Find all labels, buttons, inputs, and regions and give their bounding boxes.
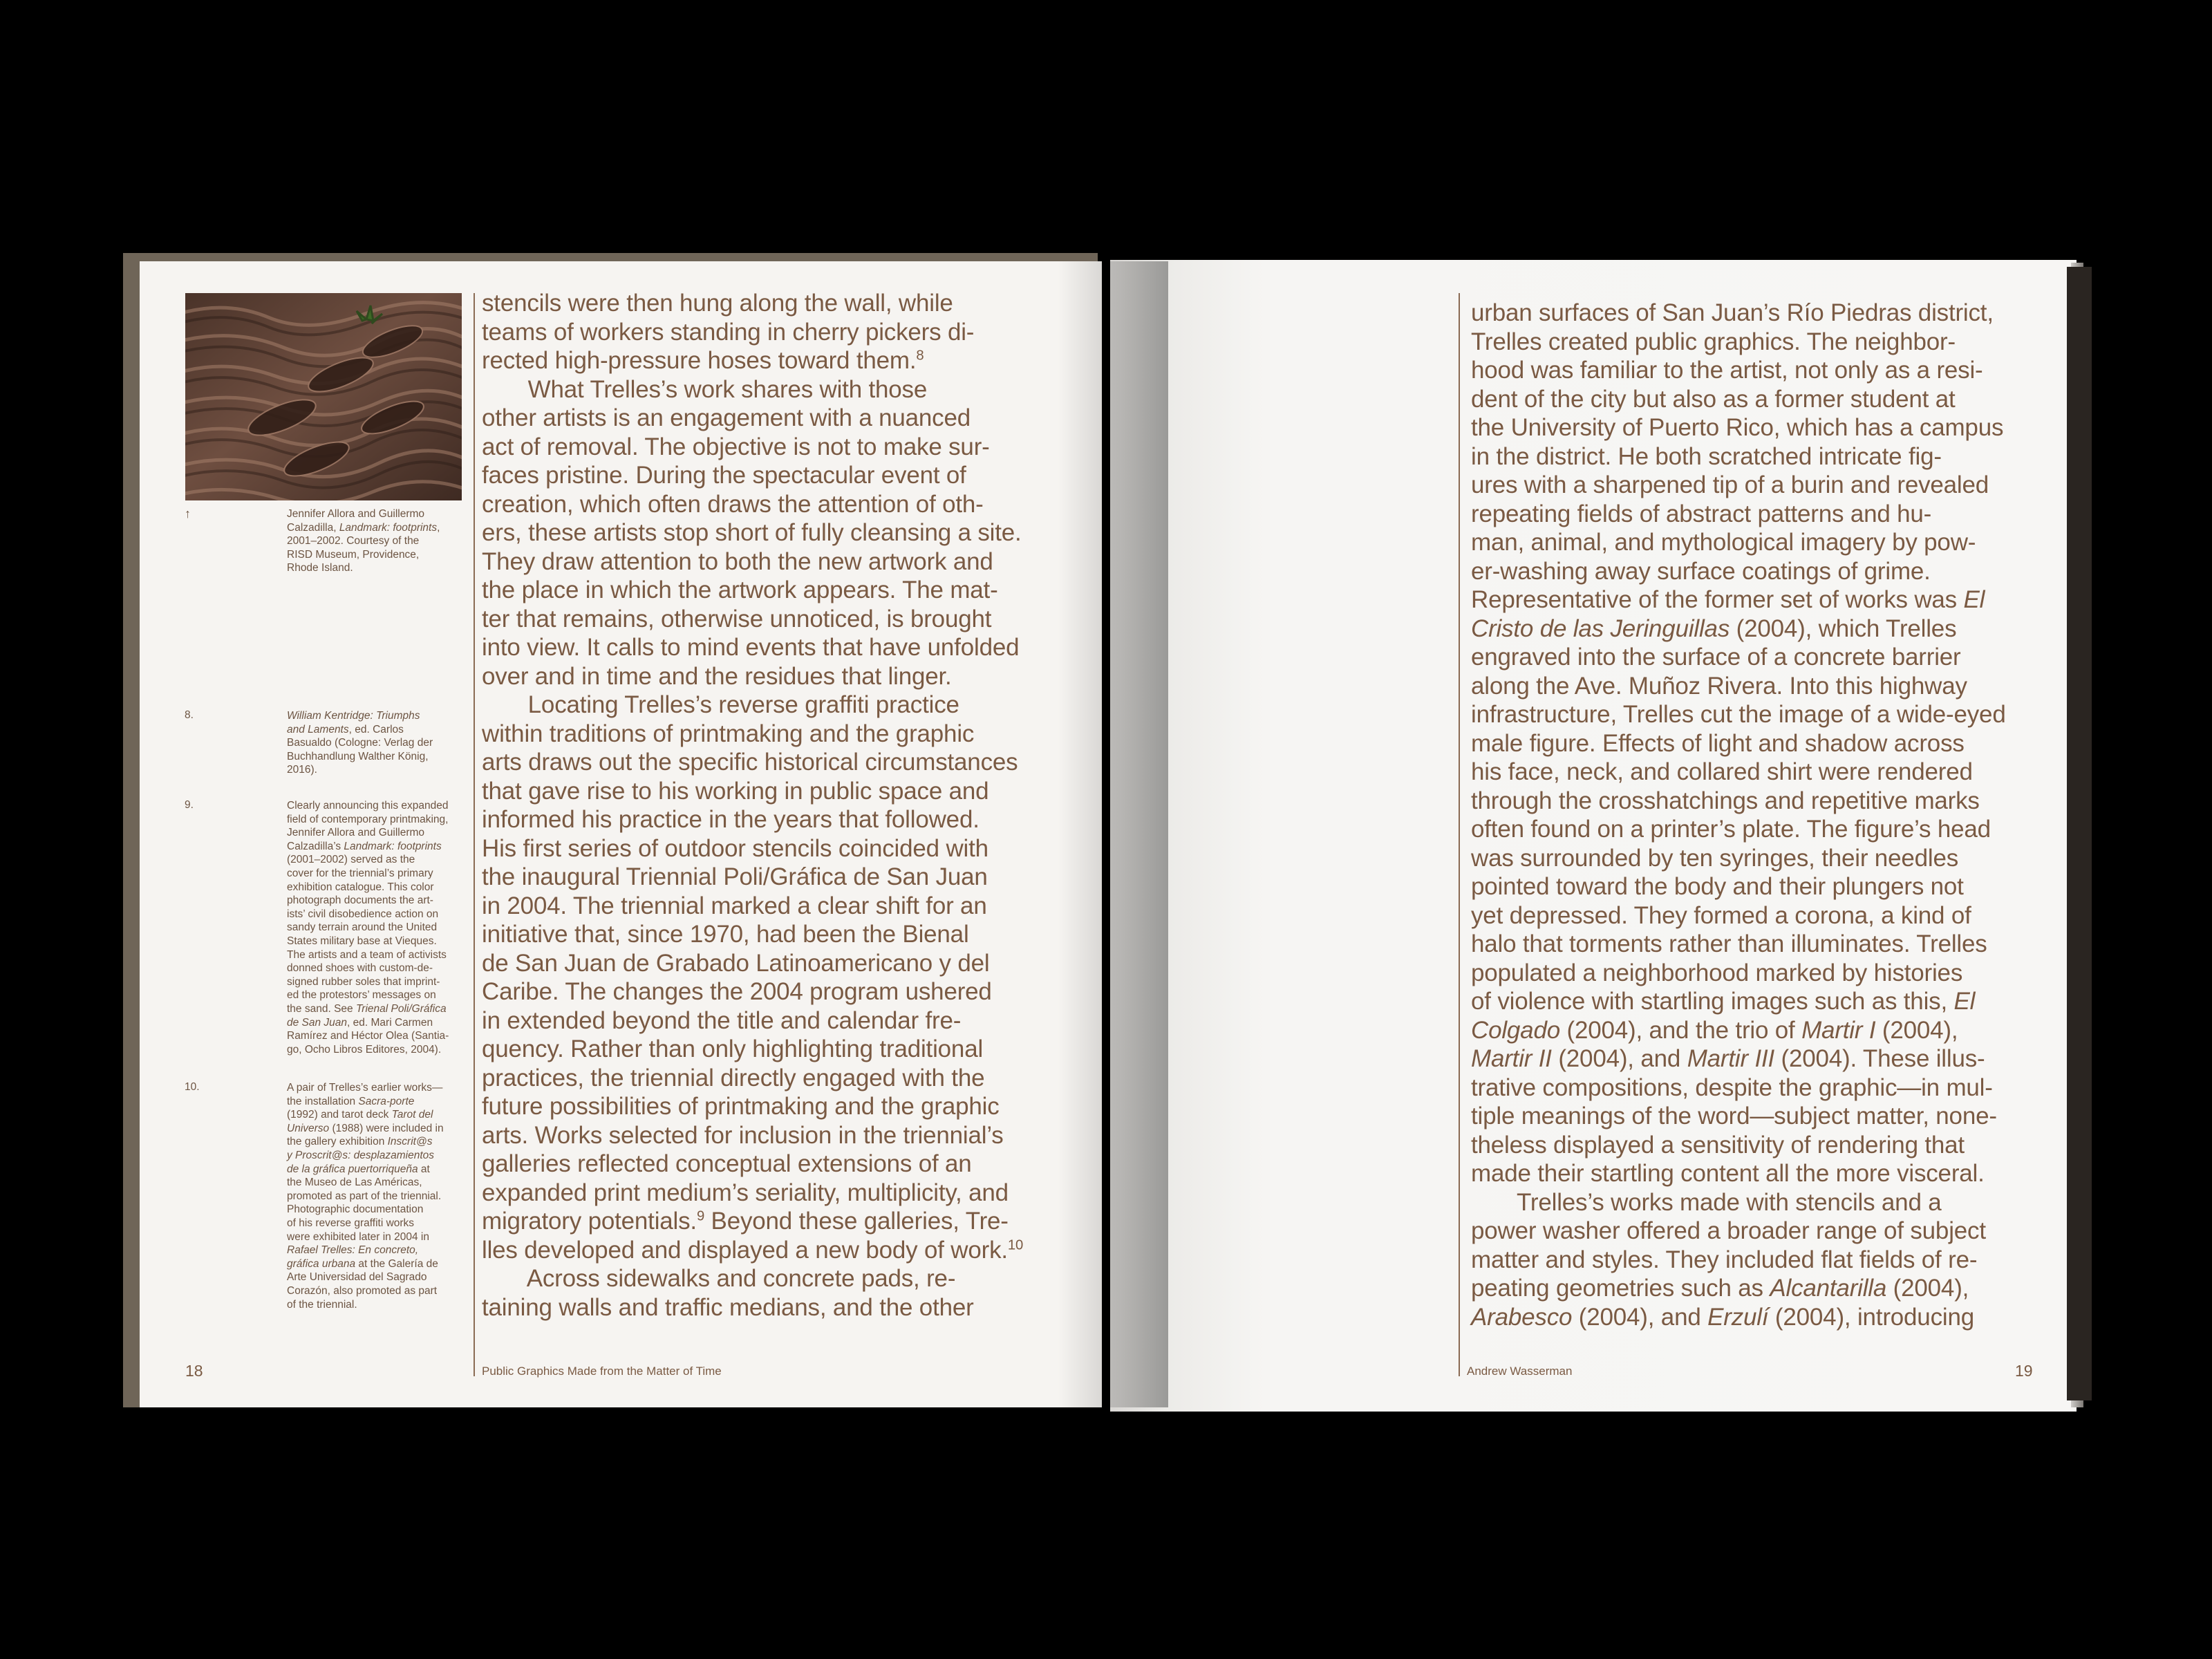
body-line: Cristo de las Jeringuillas (2004), which Trelles: [1471, 615, 1957, 642]
footnote-line: the Museo de Las Américas,: [287, 1177, 422, 1189]
footnote-line: Photographic documentation: [287, 1203, 424, 1216]
body-line: was surrounded by ten syringes, their needles: [1471, 844, 1959, 872]
body-line: stencils were then hung along the wall, while: [482, 290, 953, 317]
gutter-shadow: [1058, 261, 1168, 1407]
body-line: repeating fields of abstract patterns and hu-: [1471, 500, 1932, 527]
footnote-line: the sand. See Trienal Poli/Gráfica: [287, 1002, 447, 1015]
footnote-10: [287, 1081, 444, 1311]
body-line: arts draws out the specific historical circumstances: [482, 749, 1018, 776]
body-line: expanded print medium’s seriality, multiplicity, and: [482, 1179, 1009, 1206]
body-line: in the district. He both scratched intricate fig-: [1471, 442, 1942, 470]
body-line: practices, the triennial directly engaged with the: [482, 1064, 985, 1091]
column-rule-right: [1459, 293, 1460, 1376]
footnote-line: Buchhandlung Walther König,: [287, 750, 429, 762]
body-line: quency. Rather than only highlighting traditional: [482, 1035, 984, 1062]
body-line: peating geometries such as Alcantarilla (2004),: [1471, 1275, 1969, 1302]
body-line: in extended beyond the title and calendar fre-: [482, 1006, 962, 1034]
body-line: ures with a sharpened tip of a burin and revealed: [1471, 471, 1989, 498]
body-line: creation, which often draws the attention of oth-: [482, 490, 984, 518]
footnote-line: the gallery exhibition Inscrit@s: [287, 1136, 433, 1148]
body-line: Across sidewalks and concrete pads, re-: [482, 1265, 956, 1292]
body-line: Representative of the former set of works was El: [1471, 586, 1985, 613]
footnote-line: de la gráfica puertorriqueña at: [287, 1163, 430, 1175]
body-line: faces pristine. During the spectacular event of: [482, 462, 966, 489]
book-cover-right: [2067, 267, 2092, 1400]
body-line: man, animal, and mythological imagery by pow-: [1471, 529, 1976, 556]
body-line: the place in which the artwork appears. The mat-: [482, 577, 998, 603]
body-line: initiative that, since 1970, had been the Bienal: [482, 921, 969, 948]
body-line: through the crosshatchings and repetitive marks: [1471, 787, 1980, 814]
footnote-line: Arte Universidad del Sagrado: [287, 1271, 427, 1284]
footnote-line: go, Ocho Libros Editores, 2004).: [287, 1043, 442, 1056]
body-line: informed his practice in the years that followed.: [482, 806, 980, 833]
running-title-left: Public Graphics Made from the Matter of Time: [482, 1365, 722, 1378]
caption-line: 2001–2002. Courtesy of the: [287, 535, 420, 547]
footnote-line: States military base at Vieques.: [287, 935, 437, 947]
body-line: tiple meanings of the word—subject matter, none-: [1471, 1103, 1997, 1130]
footnote-line: donned shoes with custom-de-: [287, 962, 433, 975]
page-number-left: 18: [185, 1362, 203, 1380]
body-line: ter that remains, otherwise unnoticed, is brought: [482, 605, 992, 632]
body-line: They draw attention to both the new artwork and: [482, 547, 993, 575]
body-line: rected high-pressure hoses toward them.$^8$: [482, 347, 924, 374]
footnote-line: of the triennial.: [287, 1298, 357, 1311]
footnote-line: Rafael Trelles: En concreto,: [287, 1244, 419, 1257]
footnote-9: [287, 799, 449, 1056]
body-line: Locating Trelles’s reverse graffiti practice: [482, 691, 959, 718]
footnote-line: (2001–2002) served as the: [287, 854, 415, 866]
footnote-line: 2016).: [287, 764, 317, 776]
footnote-line: ed the protestors’ messages on: [287, 989, 436, 1002]
footnote-line: William Kentridge: Triumphs: [287, 710, 420, 722]
caption-line: Jennifer Allora and Guillermo: [287, 508, 425, 520]
arrow-up-icon: ↑: [185, 507, 191, 521]
body-line: engraved into the surface of a concrete barrier: [1471, 644, 1961, 671]
body-line: de San Juan de Grabado Latinoamericano y del: [482, 949, 990, 977]
caption-line: Calzadilla, Landmark: footprints,: [287, 521, 440, 534]
body-line: What Trelles’s work shares with those: [482, 375, 928, 403]
body-line: act of removal. The objective is not to make sur-: [482, 433, 990, 460]
footnote-number: 8.: [185, 709, 194, 721]
footnote-number: 10.: [185, 1081, 200, 1093]
body-line: matter and styles. They included flat fields of re-: [1471, 1246, 1978, 1273]
body-line: hood was familiar to the artist, not only as a resi-: [1471, 357, 1983, 384]
body-line: power washer offered a broader range of subject: [1471, 1217, 1986, 1244]
footnote-line: the installation Sacra-porte: [287, 1095, 415, 1107]
body-line: arts. Works selected for inclusion in the triennial’s: [482, 1121, 1004, 1149]
body-line: theless displayed a sensitivity of rendering that: [1471, 1131, 1965, 1159]
footnote-line: field of contemporary printmaking,: [287, 813, 449, 825]
footnote-line: signed rubber soles that imprint-: [287, 975, 440, 988]
body-line: infrastructure, Trelles cut the image of a wide-eyed: [1471, 701, 2006, 728]
footnote-8: [287, 709, 433, 777]
body-line: yet depressed. They formed a corona, a kind of: [1471, 901, 1971, 929]
footnote-line: de San Juan, ed. Mari Carmen: [287, 1016, 433, 1029]
footnote-line: and Laments, ed. Carlos: [287, 723, 404, 735]
body-line: male figure. Effects of light and shadow across: [1471, 729, 1965, 757]
caption-line: Rhode Island.: [287, 562, 353, 574]
footnote-line: y Proscrit@s: desplazamientos: [287, 1149, 435, 1161]
footnote-line: Corazón, also promoted as part: [287, 1284, 438, 1297]
running-title-right: Andrew Wasserman: [1467, 1365, 1573, 1378]
photo-caption: [287, 507, 440, 575]
body-line: migratory potentials.$^9$ Beyond these galleries, Tre-: [482, 1208, 1009, 1235]
body-line: Colgado (2004), and the trio of Martir I (2004),: [1471, 1016, 1958, 1044]
footnote-line: sandy terrain around the United: [287, 921, 438, 934]
footnote-line: photograph documents the art-: [287, 894, 433, 907]
body-line: populated a neighborhood marked by histories: [1471, 959, 1963, 986]
body-line: into view. It calls to mind events that have unfolded: [482, 634, 1020, 661]
footnote-number: 9.: [185, 799, 194, 811]
body-line: Arabesco (2004), and Erzulí (2004), introducing: [1471, 1303, 1974, 1331]
footnote-line: Clearly announcing this expanded: [287, 800, 449, 812]
body-line: within traditions of printmaking and the graphic: [482, 720, 975, 747]
body-line: made their startling content all the more visceral.: [1471, 1160, 1985, 1187]
footnote-line: A pair of Trelles’s earlier works—: [287, 1082, 443, 1094]
body-line: trative compositions, despite the graphic—in mul-: [1471, 1074, 1993, 1101]
body-line: His first series of outdoor stencils coincided with: [482, 834, 988, 862]
body-line: teams of workers standing in cherry pickers di-: [482, 318, 975, 346]
body-line: pointed toward the body and their plungers not: [1471, 873, 1964, 900]
body-line: Caribe. The changes the 2004 program ushered: [482, 978, 992, 1005]
footnote-line: ists’ civil disobedience action on: [287, 908, 439, 920]
body-line: the University of Puerto Rico, which has a campus: [1471, 414, 2004, 441]
footnote-line: promoted as part of the triennial.: [287, 1190, 442, 1202]
footnote-line: The artists and a team of activists: [287, 948, 447, 961]
footnote-line: Basualdo (Cologne: Verlag der: [287, 737, 433, 749]
body-line: halo that torments rather than illuminates. Trelles: [1471, 930, 1987, 957]
footnote-line: were exhibited later in 2004 in: [287, 1230, 429, 1243]
footnote-line: Ramírez and Héctor Olea (Santia-: [287, 1030, 449, 1042]
footnote-line: of his reverse graffiti works: [287, 1217, 415, 1229]
body-line: urban surfaces of San Juan’s Río Piedras district,: [1471, 299, 1994, 326]
body-line: his face, neck, and collared shirt were rendered: [1471, 758, 1973, 785]
footnote-line: Jennifer Allora and Guillermo: [287, 827, 425, 839]
body-line: ers, these artists stop short of fully cleansing a site.: [482, 519, 1022, 546]
footnote-line: Calzadilla’s Landmark: footprints: [287, 840, 442, 852]
left-body-text: [482, 289, 1023, 1322]
footnote-line: cover for the triennial’s primary: [287, 867, 433, 879]
body-line: Trelles created public graphics. The neighbor-: [1471, 328, 1956, 355]
body-line: often found on a printer’s plate. The figure’s head: [1471, 816, 1991, 843]
sand-footprints-photo: [185, 293, 462, 500]
caption-line: RISD Museum, Providence,: [287, 548, 420, 561]
body-line: Trelles’s works made with stencils and a: [1471, 1188, 1942, 1216]
body-line: lles developed and displayed a new body of work.$^{10}$: [482, 1236, 1024, 1264]
column-rule-left: [474, 293, 475, 1376]
page-number-right: 19: [2015, 1362, 2033, 1380]
body-line: of violence with startling images such as this, El: [1471, 988, 1976, 1015]
footnote-line: (1992) and tarot deck Tarot del: [287, 1109, 433, 1121]
body-line: the inaugural Triennial Poli/Gráfica de San Juan: [482, 863, 988, 890]
right-body-text: [1471, 299, 2006, 1331]
footnote-line: exhibition catalogue. This color: [287, 881, 434, 893]
body-line: galleries reflected conceptual extensions of an: [482, 1150, 972, 1177]
body-line: other artists is an engagement with a nuanced: [482, 404, 971, 431]
body-line: er-washing away surface coatings of grime.: [1471, 557, 1931, 585]
body-line: in 2004. The triennial marked a clear shift for an: [482, 892, 987, 919]
footnote-line: gráfica urbana at the Galería de: [287, 1257, 438, 1270]
body-line: that gave rise to his working in public space and: [482, 777, 989, 805]
body-line: dent of the city but also as a former student at: [1471, 385, 1956, 413]
body-line: Martir II (2004), and Martir III (2004). These illus-: [1471, 1045, 1985, 1072]
body-line: taining walls and traffic medians, and the other: [482, 1293, 974, 1321]
body-line: along the Ave. Muñoz Rivera. Into this highway: [1471, 672, 1967, 700]
footnote-line: Universo (1988) were included in: [287, 1122, 444, 1134]
body-line: over and in time and the residues that linger.: [482, 662, 952, 690]
body-line: future possibilities of printmaking and the graphic: [482, 1093, 1000, 1120]
